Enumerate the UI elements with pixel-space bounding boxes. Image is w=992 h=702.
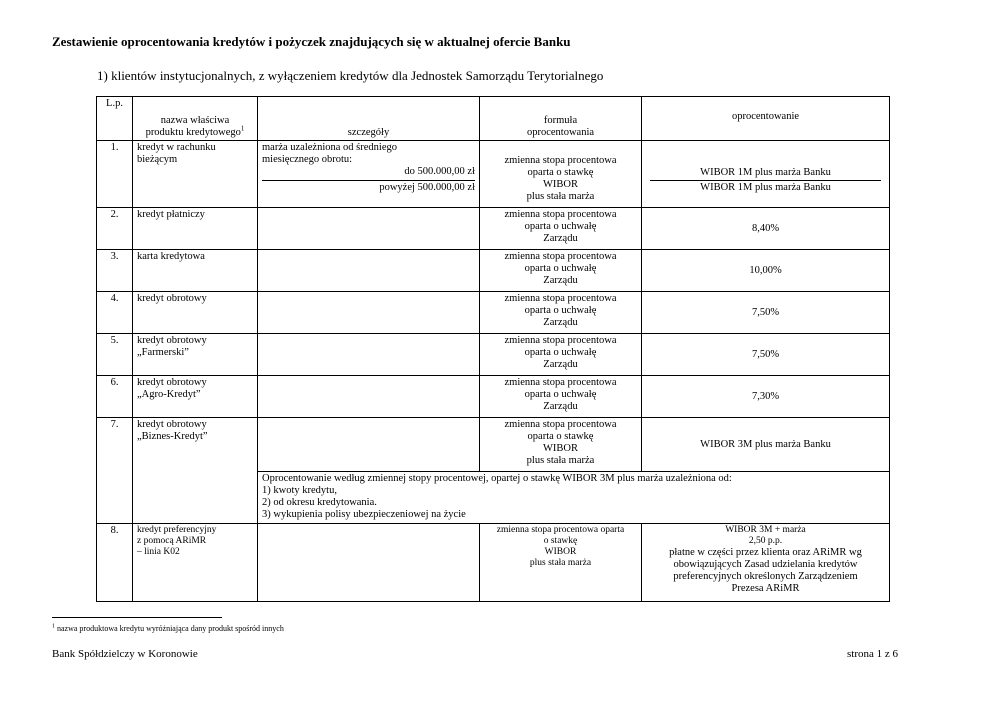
- footer-bank-name: Bank Spółdzielczy w Koronowie: [52, 648, 198, 660]
- table-row: [97, 141, 890, 208]
- row-details: marża uzależniona od średniego miesięcznego obrotu: do 500.000,00 zł powyżej 500.000,00 zł: [258, 141, 480, 208]
- document-title: Zestawienie oprocentowania kredytów i pożyczek znajdujących się w aktualnej ofercie Banku: [52, 34, 571, 49]
- table-row: 4. kredyt obrotowy zmienna stopa procentowa oparta o uchwałę Zarządu 7,50%: [97, 292, 890, 334]
- row-formula: zmienna stopa procentowa oparta o stawkę WIBOR plus stała marża: [480, 141, 642, 208]
- header-product-name: nazwa właściwa produktu kredytowego$^1$: [133, 97, 258, 141]
- table-row: 5. kredyt obrotowy „Farmerski” zmienna stopa procentowa oparta o uchwałę Zarządu 7,50%: [97, 334, 890, 376]
- table-row: 8. kredyt preferencyjny z pomocą ARiMR – linia K02 zmienna stopa procentowa oparta o stawkę WIBOR plus stała marża WIBOR 3M + marża 2,50 p.p. płatne w części przez klienta oraz ARiMR wg obowiązujących Zasad udzielania kredytów preferencyjnych określonych Zarządzeniem Prezesa ARiMR: [97, 524, 890, 602]
- table-row: 3. karta kredytowa zmienna stopa procentowa oparta o uchwałę Zarządu 10,00%: [97, 250, 890, 292]
- row-lp: 1.: [97, 141, 133, 208]
- header-rate: oprocentowanie: [642, 97, 890, 141]
- header-details: szczegóły: [258, 97, 480, 141]
- table-header-row: [97, 97, 890, 141]
- footnote: $^1$ nazwa produktowa kredytu wyróżniająca dany produkt spośród innych: [52, 623, 284, 633]
- footer-page-number: strona 1 z 6: [846, 648, 898, 660]
- row-product-name: kredyt w rachunku bieżącym: [133, 141, 258, 208]
- table-row: 2. kredyt płatniczy zmienna stopa procentowa oparta o uchwałę Zarządu 8,40%: [97, 208, 890, 250]
- section-subtitle: 1) klientów instytucjonalnych, z wyłączeniem kredytów dla Jednostek Samorządu Terytorialnego: [97, 68, 604, 83]
- header-formula: formuła oprocentowania: [480, 97, 642, 141]
- footnote-ref: 1: [240, 124, 245, 133]
- row-rate: WIBOR 1M plus marża Banku WIBOR 1M plus marża Banku: [642, 141, 890, 208]
- footnote-separator: [52, 617, 222, 618]
- table-row: 7. kredyt obrotowy „Biznes-Kredyt” zmienna stopa procentowa oparta o stawkę WIBOR plus stała marża WIBOR 3M plus marża Banku: [97, 418, 890, 472]
- interest-rate-table: [96, 96, 890, 602]
- table-row: 6. kredyt obrotowy „Agro-Kredyt” zmienna stopa procentowa oparta o uchwałę Zarządu 7,30%: [97, 376, 890, 418]
- row-note: Oprocentowanie według zmiennej stopy procentowej, opartej o stawkę WIBOR 3M plus marża uzależniona od: 1) kwoty kredytu, 2) od okresu kredytowania. 3) wykupienia polisy ubezpieczeniowej na życie: [258, 472, 890, 524]
- header-lp: L.p.: [97, 97, 133, 141]
